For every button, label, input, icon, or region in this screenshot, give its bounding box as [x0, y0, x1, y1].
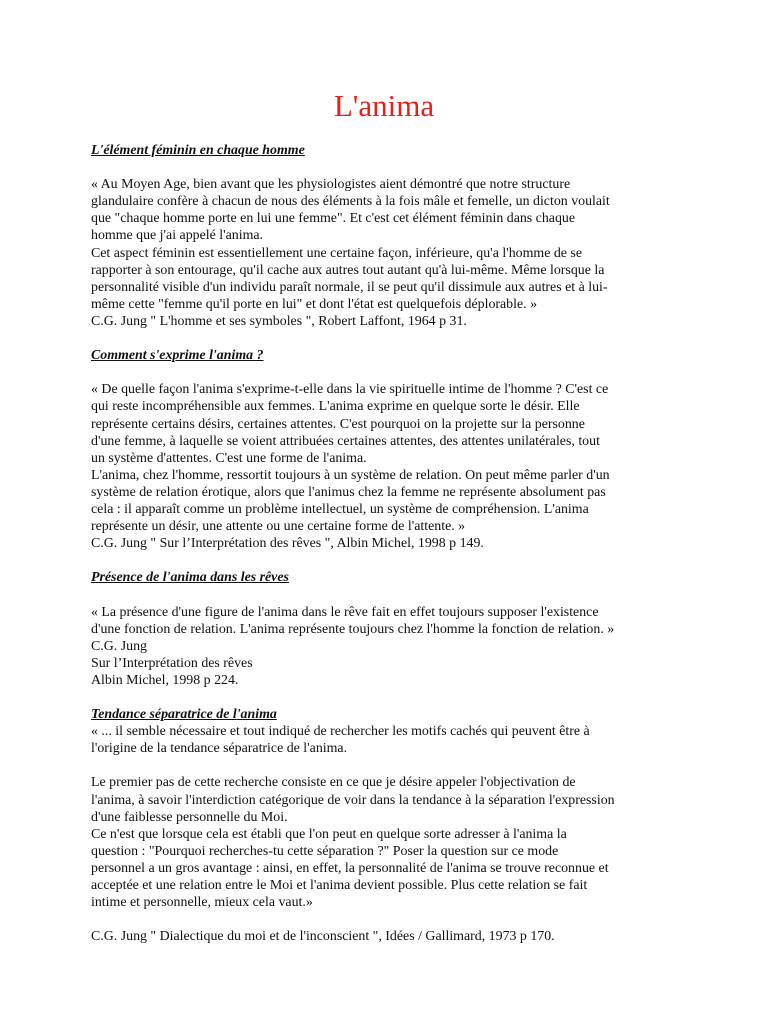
spacer	[91, 586, 691, 603]
spacer	[91, 757, 691, 774]
quote-paragraph: « La présence d'une figure de l'anima dans le rêve fait en effet toujours supposer l'existence d'une fonction de relation. L'anima représente toujours chez l'homme la fonction de relation. » C.G. Jung Sur l’Interprétation des rêves Albin Michel, 1998 p 224.	[91, 604, 615, 688]
spacer	[91, 552, 691, 569]
spacer	[91, 364, 691, 381]
section-heading: Présence de l'anima dans les rêves	[91, 570, 289, 586]
spacer	[91, 330, 691, 347]
quote-paragraph: « Au Moyen Age, bien avant que les physiologistes aient démontré que notre structure glandulaire confère à chacun de nous des éléments à la fois mâle et femelle, un dicton voulait que "chaque homme porte en lui une femme". Et c'est cet élément féminin dans chaque homme que j'ai appelé l'anima. Cet aspect féminin est essentiellement une certaine façon, inférieure, qu'a l'homme de se rapporter à son entourage, qu'il cache aux autres tout autant qu'à lui-même. Même lorsque la personnalité visible d'un individu paraît normale, il se peut qu'il dissimule aux autres et à lui- même cette "femme qu'il porte en lui" et dont l'état est quelquefois déplorable. » C.G. Jung " L'homme et ses symboles ", Robert Laffont, 1964 p 31.	[91, 177, 610, 329]
section-heading: Tendance séparatrice de l'anima	[91, 707, 277, 723]
spacer	[91, 689, 691, 706]
citation-paragraph: C.G. Jung " Dialectique du moi et de l'inconscient ", Idées / Gallimard, 1973 p 170.	[91, 929, 555, 945]
spacer	[91, 159, 691, 176]
document-body	[91, 142, 691, 945]
quote-paragraph: Le premier pas de cette recherche consiste en ce que je désire appeler l'objectivation de l'anima, à savoir l'interdiction catégorique de voir dans la tendance à la séparation l'expression d'une faiblesse personnelle du Moi. Ce n'est que lorsque cela est établi que l'on peut en quelque sorte adresser à l'anima la question : "Pourquoi recherches-tu cette séparation ?" Poser la question sur ce mode personnel a un gros avantage : ainsi, en effet, la personnalité de l'anima se trouve reconnue et acceptée et une relation entre le Moi et l'anima devient possible. Plus cette relation se fait intime et personnelle, mieux cela vaut.»	[91, 775, 615, 911]
quote-paragraph: « ... il semble nécessaire et tout indiqué de rechercher les motifs cachés qui peuvent être à l'origine de la tendance séparatrice de l'anima.	[91, 724, 590, 757]
quote-paragraph: « De quelle façon l'anima s'exprime-t-elle dans la vie spirituelle intime de l'homme ? C'est ce qui reste incompréhensible aux femmes. L'anima exprime en quelque sorte le désir. Elle représente certains désirs, certaines attentes. C'est pourquoi on la projette sur la personne d'une femme, à laquelle se voient attribuées certaines attentes, des attentes unilatérales, tout un système d'attentes. C'est une forme de l'anima. L'anima, chez l'homme, ressortit toujours à un système de relation. On peut même parler d'un système de relation érotique, alors que l'animus chez la femme ne représente absolument pas cela : il apparaît comme un problème intellectuel, un système de compréhension. L'anima représente un désir, une attente ou une certaine forme de l'attente. » C.G. Jung " Sur l’Interprétation des rêves ", Albin Michel, 1998 p 149.	[91, 382, 610, 552]
section-heading: L'élément féminin en chaque homme	[91, 143, 305, 158]
spacer	[91, 911, 691, 928]
section-heading: Comment s'exprime l'anima ?	[91, 348, 264, 364]
page-title: L'anima	[333, 88, 435, 123]
